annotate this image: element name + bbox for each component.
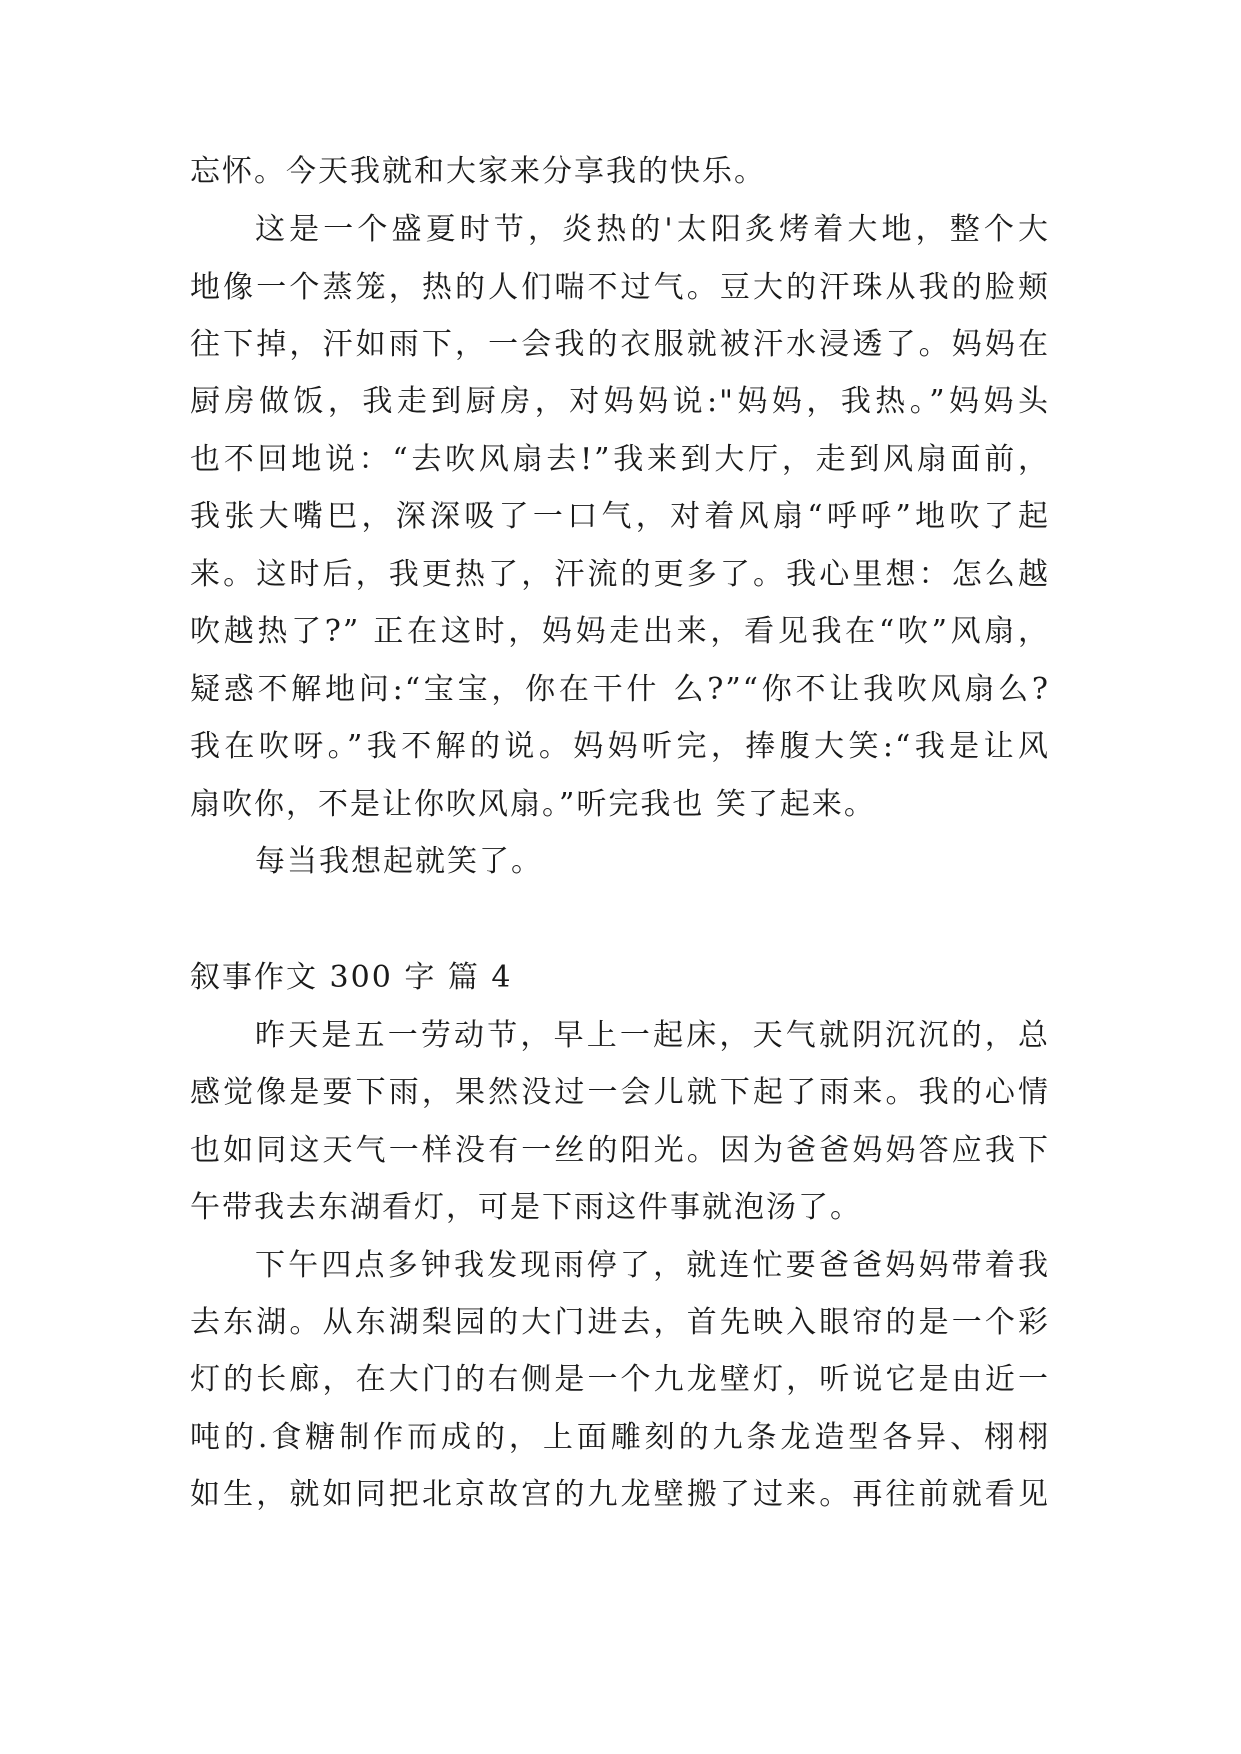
text-line: 忘怀。今天我就和大家来分享我的快乐。	[190, 154, 766, 189]
text-line: 午带我去东湖看灯，可是下雨这件事就泡汤了。	[190, 1190, 862, 1225]
text-line: 也如同这天气一样没有一丝的阳光。因为爸爸妈妈答应我下	[190, 1133, 1050, 1168]
text-line: 来。这时后，我更热了，汗流的更多了。我心里想：怎么越	[190, 557, 1050, 592]
text-line: 厨房做饭，我走到厨房，对妈妈说:"妈妈，我热。”妈妈头	[190, 384, 1050, 419]
text-line: 扇吹你，不是让你吹风扇。”听完我也 笑了起来。	[190, 787, 876, 822]
text-line: 吹越热了?” 正在这时，妈妈走出来，看见我在“吹”风扇，	[190, 614, 1050, 649]
text-line: 去东湖。从东湖梨园的大门进去，首先映入眼帘的是一个彩	[190, 1305, 1050, 1340]
text-line: 也不回地说：“去吹风扇去!”我来到大厅，走到风扇面前，	[190, 442, 1050, 477]
text-line: 如生，就如同把北京故宫的九龙壁搬了过来。再往前就看见	[190, 1477, 1050, 1512]
text-line: 我张大嘴巴，深深吸了一口气，对着风扇“呼呼”地吹了起	[190, 499, 1050, 534]
section-heading: 叙事作文 300 字 篇 4	[190, 960, 513, 995]
paragraph-first-line: 这是一个盛夏时节，炎热的'太阳炙烤着大地，整个大	[255, 212, 1050, 247]
paragraph-first-line: 下午四点多钟我发现雨停了，就连忙要爸爸妈妈带着我	[255, 1248, 1050, 1283]
text-line: 灯的长廊，在大门的右侧是一个九龙壁灯，听说它是由近一	[190, 1362, 1050, 1397]
text-line: 吨的.食糖制作而成的，上面雕刻的九条龙造型各异、栩栩	[190, 1420, 1050, 1455]
text-line: 我在吹呀。”我不解的说。妈妈听完，捧腹大笑:“我是让风	[190, 729, 1050, 764]
text-line: 疑惑不解地问:“宝宝，你在干什 么?”“你不让我吹风扇么?	[190, 672, 1050, 707]
paragraph-first-line: 每当我想起就笑了。	[255, 844, 543, 879]
text-line: 往下掉，汗如雨下，一会我的衣服就被汗水浸透了。妈妈在	[190, 327, 1050, 362]
text-line: 地像一个蒸笼，热的人们喘不过气。豆大的汗珠从我的脸颊	[190, 270, 1050, 305]
paragraph-first-line: 昨天是五一劳动节，早上一起床，天气就阴沉沉的，总	[255, 1018, 1050, 1053]
text-line: 感觉像是要下雨，果然没过一会儿就下起了雨来。我的心情	[190, 1075, 1050, 1110]
